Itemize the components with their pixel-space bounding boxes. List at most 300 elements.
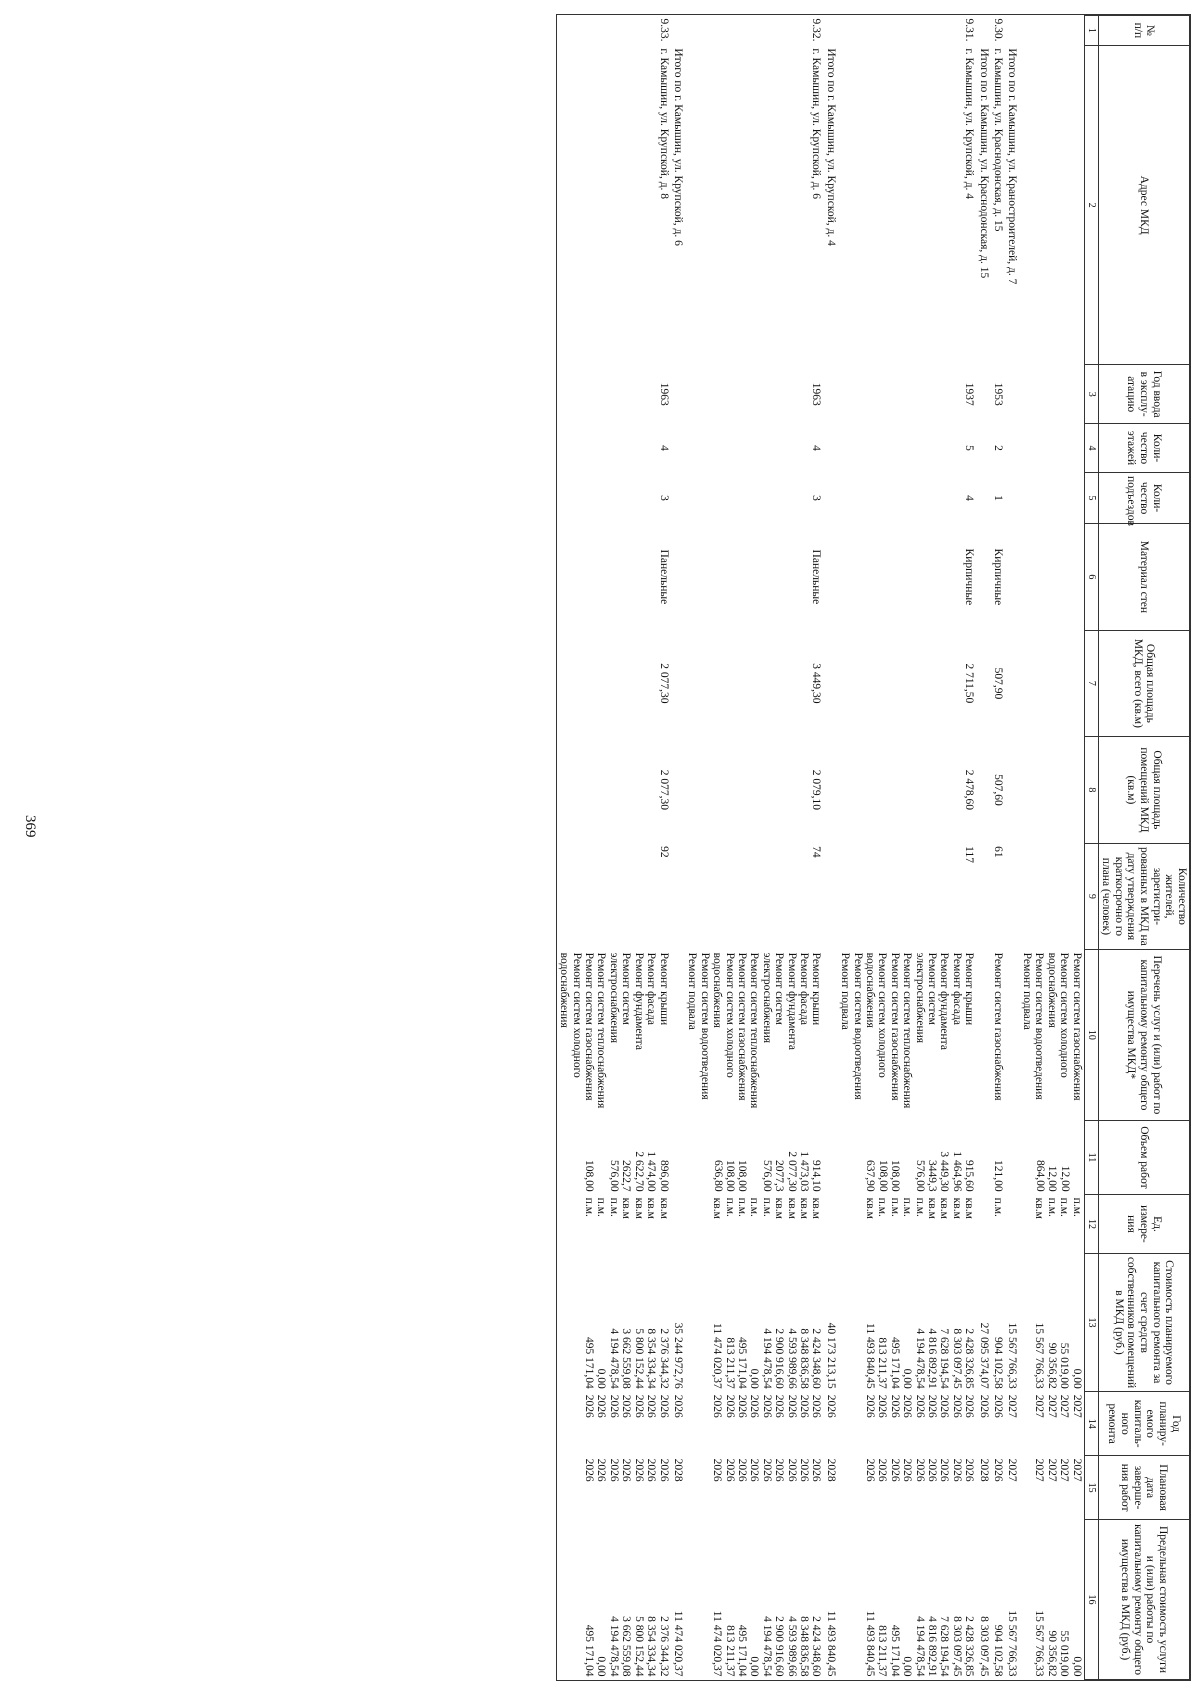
list-item: 576,00: [760, 1160, 773, 1192]
list-item: Ремонт систем электроснабжения: [760, 952, 786, 1044]
list-item: 55 019,00: [1058, 1342, 1071, 1389]
list-item: 11 493 840,45: [864, 1323, 877, 1389]
list-item: 896,00: [657, 1160, 670, 1192]
entrances: 3: [810, 495, 823, 501]
list-item: 813 211,37: [876, 1625, 889, 1677]
list-item: 2026: [607, 1394, 620, 1418]
list-item: п.м.: [1045, 1197, 1058, 1217]
list-item: 0,00: [748, 1368, 761, 1389]
list-item: п.м.: [748, 1197, 761, 1217]
col-number: 2: [1084, 45, 1098, 365]
total-cost: 27 095 374,07: [977, 1322, 990, 1389]
total-row: [671, 16, 685, 1680]
house-num: 9.30.: [992, 18, 1005, 42]
list-item: 2026: [950, 1394, 963, 1418]
list-item: 495 171,04: [583, 1336, 596, 1389]
header-num: № п/п: [1098, 16, 1189, 46]
list-item: 8 303 097,45: [950, 1328, 963, 1389]
list-item: 4 194 478,54: [760, 1616, 773, 1677]
list-item: п.м.: [1058, 1197, 1071, 1217]
list-item: 2026: [797, 1458, 810, 1482]
year-built: 1963: [657, 382, 670, 406]
list-item: 576,00: [913, 1160, 926, 1192]
total-cost: 40 173 213,15: [824, 1322, 837, 1389]
list-item: 0,00: [1070, 1368, 1083, 1389]
total-label: Итого по г. Камышин, ул. Крупской, д. 4: [824, 48, 837, 246]
list-item: п.м.: [1070, 1197, 1083, 1217]
finish-date-list: [1019, 1456, 1084, 1520]
list-item: 108,00: [736, 1160, 749, 1192]
col-number: 9: [1084, 843, 1098, 950]
repair-year-list: [1019, 1392, 1084, 1456]
list-item: 2026: [901, 1458, 914, 1482]
list-item: 2026: [760, 1458, 773, 1482]
list-item: 2026: [864, 1458, 877, 1482]
volume-list: [685, 1120, 823, 1195]
list-item: 2 900 916,60: [773, 1328, 786, 1389]
table-row: [1019, 16, 1084, 1680]
list-item: 8 348 836,58: [797, 1616, 810, 1677]
list-item: Ремонт систем водоотведения: [1033, 952, 1046, 1100]
list-item: п.м.: [735, 1197, 748, 1217]
total-date: 2027: [1006, 1458, 1019, 1482]
list-item: 4 194 478,54: [913, 1328, 926, 1389]
list-item: п.м.: [583, 1197, 596, 1217]
repair-year-list: [557, 1392, 671, 1456]
header-walls: Материал стен: [1098, 524, 1189, 631]
col-number: 5: [1084, 472, 1098, 523]
list-item: 11 493 840,45: [864, 1610, 877, 1677]
list-item: кв.м: [657, 1197, 670, 1219]
floors: 4: [657, 445, 670, 451]
year-built: 1953: [992, 382, 1005, 406]
header-floors: Коли-чество этажей: [1098, 423, 1189, 472]
limit-cost-list: [1019, 1520, 1084, 1680]
list-item: Ремонт систем газоснабжения: [735, 952, 748, 1101]
list-item: 4 593 989,66: [785, 1328, 798, 1389]
table-body: [557, 16, 1084, 1680]
house-row: [557, 16, 671, 1680]
list-item: 2026: [810, 1458, 823, 1482]
header-works: Перечень услуг и (или) работ по капитальному ремонту общего имущества МКД*: [1098, 950, 1189, 1120]
list-item: 121,00: [992, 1160, 1005, 1192]
col-number: 12: [1084, 1195, 1098, 1254]
list-item: 2026: [992, 1458, 1005, 1482]
list-item: 2027: [1045, 1394, 1058, 1418]
wall-material: Кирпичные: [992, 548, 1005, 606]
list-item: 12,00: [1046, 1165, 1059, 1192]
list-item: 2026: [632, 1458, 645, 1482]
list-item: 4 816 892,91: [926, 1616, 939, 1677]
repair-plan-table: [557, 15, 1190, 1680]
list-item: 904 102,58: [992, 1624, 1005, 1677]
list-item: п.м.: [913, 1197, 926, 1217]
total-year: 2027: [1006, 1394, 1019, 1418]
list-item: 2027: [1058, 1458, 1071, 1482]
header-repair-year: Год планиру-емого капиталь-ного ремонта: [1098, 1392, 1189, 1456]
list-item: 4 194 478,54: [760, 1328, 773, 1389]
list-item: п.м.: [888, 1197, 901, 1217]
list-item: 2026: [963, 1394, 976, 1418]
list-item: 636,80: [711, 1160, 724, 1192]
list-item: 12,00: [1058, 1165, 1071, 1192]
list-item: кв.м: [810, 1197, 823, 1219]
header-year-built: Год ввода в эксплу-атацию: [1098, 365, 1189, 424]
total-year: 2026: [977, 1394, 990, 1418]
list-item: 2026: [913, 1394, 926, 1418]
list-item: 0,00: [595, 1656, 608, 1677]
residents: 61: [992, 846, 1005, 858]
wall-material: Панельные: [657, 549, 670, 605]
list-item: п.м.: [607, 1197, 620, 1217]
list-item: п.м.: [723, 1197, 736, 1217]
year-built: 1963: [810, 382, 823, 406]
list-item: 4 593 989,66: [785, 1616, 798, 1677]
header-entrances: Коли-чество подъездов: [1098, 472, 1189, 523]
list-item: Ремонт крыши: [657, 952, 670, 1026]
list-item: Ремонт систем газоснабжения: [888, 952, 901, 1101]
list-item: п.м.: [760, 1197, 773, 1217]
total-row: [823, 16, 837, 1680]
list-item: 2026: [748, 1458, 761, 1482]
cost-list: [685, 1253, 823, 1391]
header-unit: Ед. измере-ния: [1098, 1195, 1189, 1254]
col-number: 4: [1084, 423, 1098, 472]
list-item: 8 303 097,45: [950, 1616, 963, 1677]
list-item: Ремонт крыши: [810, 952, 823, 1026]
repair-year-list: [838, 1392, 976, 1456]
list-item: 2 376 344,32: [657, 1328, 670, 1389]
list-item: 2027: [1045, 1458, 1058, 1482]
list-item: 0,00: [748, 1656, 761, 1677]
total-row: [976, 16, 990, 1680]
list-item: Ремонт систем холодного водоснабжения: [864, 952, 889, 1078]
total-year: 2026: [671, 1394, 684, 1418]
list-item: 4 816 892,91: [926, 1328, 939, 1389]
list-item: Ремонт фундамента: [938, 952, 951, 1050]
residents: 117: [963, 846, 976, 863]
area-rooms: 2 079,10: [810, 769, 823, 811]
total-limit: 8 303 097,45: [977, 1616, 990, 1677]
list-item: кв.м: [1033, 1197, 1046, 1219]
list-item: Ремонт фасада: [797, 952, 810, 1025]
area-rooms: 507,60: [992, 774, 1005, 806]
list-item: кв.м: [963, 1197, 976, 1219]
list-item: 813 211,37: [876, 1337, 889, 1389]
list-item: 11 474 020,37: [711, 1610, 724, 1677]
work-list: [838, 950, 976, 1120]
list-item: Ремонт систем теплоснабжения: [901, 952, 914, 1109]
list-item: 2026: [760, 1394, 773, 1418]
total-label: Итого по г. Камышин, ул. Краностроителей, д. 7: [1006, 48, 1019, 285]
list-item: Ремонт систем теплоснабжения: [595, 952, 608, 1109]
list-item: 1 474,00: [645, 1151, 658, 1192]
work-list: [557, 950, 671, 1120]
list-item: Ремонт систем газоснабжения: [1070, 952, 1083, 1101]
header-row: [1098, 16, 1189, 1680]
list-item: 7 628 194,54: [938, 1616, 951, 1677]
list-item: кв.м: [938, 1197, 951, 1219]
list-item: Ремонт систем газоснабжения: [583, 952, 596, 1101]
area-total: 3 449,30: [810, 663, 823, 704]
list-item: 2026: [657, 1458, 670, 1482]
list-item: 2026: [926, 1458, 939, 1482]
list-item: 2026: [583, 1458, 596, 1482]
list-item: Ремонт систем водоотведения: [698, 952, 711, 1100]
list-item: кв.м: [773, 1197, 786, 1219]
list-item: 576,00: [607, 1160, 620, 1192]
cost-list: [557, 1253, 671, 1391]
list-item: [595, 1123, 607, 1192]
list-item: кв.м: [797, 1197, 810, 1219]
column-number-row: [1084, 16, 1098, 1680]
list-item: Ремонт подвала: [686, 952, 699, 1030]
list-item: 2 077,30: [785, 1151, 798, 1192]
list-item: 2026: [785, 1458, 798, 1482]
list-item: 2026: [645, 1394, 658, 1418]
year-built: 1937: [963, 382, 976, 406]
work-list: [1019, 950, 1084, 1120]
list-item: 108,00: [889, 1160, 902, 1192]
page-number: 369: [22, 815, 38, 838]
header-address: Адрес МКД: [1098, 45, 1189, 365]
list-item: Ремонт фундамента: [785, 952, 798, 1050]
unit-list: [838, 1195, 976, 1254]
list-item: 90 356,82: [1045, 1342, 1058, 1389]
list-item: 2026: [632, 1394, 645, 1418]
list-item: 2027: [1033, 1458, 1046, 1482]
list-item: 2026: [950, 1458, 963, 1482]
list-item: Ремонт систем водоотведения: [851, 952, 864, 1100]
limit-cost-list: [991, 1520, 1005, 1680]
finish-date-list: [685, 1456, 823, 1520]
col-number: 3: [1084, 365, 1098, 424]
list-item: 2 900 916,60: [773, 1616, 786, 1677]
total-limit: 11 493 840,45: [824, 1610, 837, 1677]
header-finish-date: Плановая дата заверше-ния работ: [1098, 1456, 1189, 1520]
list-item: [901, 1123, 913, 1192]
house-row: [685, 16, 823, 1680]
house-address: г. Камышин, ул. Крупской, д. 6: [810, 48, 823, 200]
list-item: 2026: [595, 1394, 608, 1418]
list-item: 2026: [785, 1394, 798, 1418]
list-item: 2077,3: [773, 1160, 786, 1192]
list-item: 5 800 152,44: [632, 1616, 645, 1677]
finish-date-list: [991, 1456, 1005, 1520]
list-item: 2026: [773, 1458, 786, 1482]
list-item: 2026: [913, 1458, 926, 1482]
list-item: 2026: [926, 1394, 939, 1418]
header-residents: Количество жителей, зарегистри-рованных в МКД на дату утверждения краткосрочно го плана (человек): [1098, 843, 1189, 950]
list-item: кв.м: [645, 1197, 658, 1219]
col-number: 6: [1084, 524, 1098, 631]
col-number: 11: [1084, 1120, 1098, 1195]
list-item: 2026: [645, 1458, 658, 1482]
col-number: 14: [1084, 1392, 1098, 1456]
list-item: 2026: [888, 1394, 901, 1418]
list-item: 495 171,04: [583, 1624, 596, 1677]
total-year: 2026: [824, 1394, 837, 1418]
list-item: Ремонт фундамента: [632, 952, 645, 1050]
list-item: 108,00: [876, 1160, 889, 1192]
list-item: 3 662 559,08: [620, 1328, 633, 1389]
volume-list: [1019, 1120, 1084, 1195]
list-item: Ремонт систем электроснабжения: [913, 952, 939, 1044]
list-item: 813 211,37: [723, 1337, 736, 1389]
list-item: 2027: [1033, 1394, 1046, 1418]
list-item: 2026: [583, 1394, 596, 1418]
col-number: 16: [1084, 1520, 1098, 1680]
list-item: 108,00: [723, 1160, 736, 1192]
list-item: 2026: [938, 1394, 951, 1418]
list-item: 2026: [901, 1394, 914, 1418]
list-item: 914,10: [810, 1160, 823, 1192]
list-item: 4 194 478,54: [607, 1328, 620, 1389]
list-item: 2026: [810, 1394, 823, 1418]
list-item: 2026: [888, 1458, 901, 1482]
entrances: 4: [963, 495, 976, 501]
repair-year-list: [991, 1392, 1005, 1456]
list-item: 7 628 194,54: [938, 1328, 951, 1389]
list-item: 2027: [1070, 1394, 1083, 1418]
list-item: кв.м: [632, 1197, 645, 1219]
list-item: кв.м: [711, 1197, 724, 1219]
list-item: 2026: [864, 1394, 877, 1418]
header-limit-cost: Предельная стоимость услуги и (или) работы по капитальному ремонту общего имущества в МКД (руб.): [1098, 1520, 1189, 1680]
list-item: Ремонт систем газоснабжения: [992, 952, 1005, 1101]
list-item: Ремонт фасада: [645, 952, 658, 1025]
entrances: 3: [657, 495, 670, 501]
list-item: 2622,7: [620, 1160, 633, 1192]
list-item: 2026: [723, 1394, 736, 1418]
list-item: 495 171,04: [888, 1336, 901, 1389]
list-item: 2026: [938, 1458, 951, 1482]
cost-list: [991, 1253, 1005, 1391]
total-limit: 11 474 020,37: [671, 1610, 684, 1677]
wall-material: Кирпичные: [963, 548, 976, 606]
list-item: кв.м: [864, 1197, 877, 1219]
list-item: кв.м: [926, 1197, 939, 1219]
residents: 92: [657, 846, 670, 858]
work-list: [685, 950, 823, 1120]
house-address: г. Камышин, ул. Крупской, д. 4: [963, 48, 976, 200]
finish-date-list: [838, 1456, 976, 1520]
total-label: Итого по г. Камышин, ул. Краснодонская, д. 15: [977, 48, 990, 279]
unit-list: [991, 1195, 1005, 1254]
list-item: 2026: [607, 1458, 620, 1482]
list-item: 2027: [1058, 1394, 1071, 1418]
col-number: 1: [1084, 16, 1098, 46]
header-area-total: Общая площадь МКД, всего (кв.м): [1098, 630, 1189, 737]
list-item: 495 171,04: [735, 1336, 748, 1389]
house-num: 9.32.: [810, 18, 823, 42]
list-item: Ремонт крыши: [963, 952, 976, 1026]
list-item: Ремонт систем холодного водоснабжения: [711, 952, 736, 1078]
area-rooms: 2 077,30: [657, 769, 670, 811]
work-list: [991, 950, 1005, 1120]
list-item: 2026: [992, 1394, 1005, 1418]
list-item: Ремонт систем теплоснабжения: [748, 952, 761, 1109]
house-row: [991, 16, 1005, 1680]
list-item: 2 424 348,60: [810, 1616, 823, 1677]
list-item: 0,00: [901, 1656, 914, 1677]
list-item: 2026: [595, 1458, 608, 1482]
limit-cost-list: [557, 1520, 671, 1680]
cost-list: [1019, 1253, 1084, 1391]
list-item: 2 424 348,60: [810, 1328, 823, 1389]
volume-list: [557, 1120, 671, 1195]
limit-cost-list: [685, 1520, 823, 1680]
limit-cost-list: [838, 1520, 976, 1680]
total-date: 2028: [671, 1458, 684, 1482]
header-volume: Объем работ: [1098, 1120, 1189, 1195]
list-item: 904 102,58: [992, 1336, 1005, 1389]
list-item: 3 662 559,08: [620, 1616, 633, 1677]
list-item: 2026: [657, 1394, 670, 1418]
area-total: 507,90: [992, 667, 1005, 700]
list-item: 2 428 326,85: [963, 1616, 976, 1677]
list-item: [1071, 1123, 1083, 1192]
col-number: 7: [1084, 630, 1098, 737]
col-number: 8: [1084, 737, 1098, 844]
total-cost: 15 567 766,33: [1006, 1322, 1019, 1389]
list-item: 2 376 344,32: [657, 1616, 670, 1677]
list-item: 2026: [735, 1394, 748, 1418]
total-limit: 15 567 766,33: [1006, 1610, 1019, 1677]
list-item: 2 622,70: [632, 1151, 645, 1192]
list-item: 2026: [711, 1458, 724, 1482]
list-item: Ремонт систем холодного водоснабжения: [1045, 952, 1071, 1078]
list-item: 4 194 478,54: [913, 1616, 926, 1677]
list-item: 5 800 152,44: [632, 1328, 645, 1389]
list-item: 4 194 478,54: [607, 1616, 620, 1677]
list-item: 813 211,37: [723, 1625, 736, 1677]
list-item: 3 449,30: [938, 1151, 951, 1192]
list-item: п.м.: [876, 1197, 889, 1217]
house-row: [838, 16, 976, 1680]
list-item: 2026: [748, 1394, 761, 1418]
total-cost: 35 244 972,76: [671, 1322, 684, 1389]
house-num: 9.33.: [657, 18, 670, 42]
unit-list: [557, 1195, 671, 1254]
unit-list: [1019, 1195, 1084, 1254]
wall-material: Панельные: [810, 549, 823, 605]
list-item: 0,00: [595, 1368, 608, 1389]
list-item: 15 567 766,33: [1033, 1610, 1046, 1677]
list-item: 2026: [620, 1394, 633, 1418]
area-total: 2 711,50: [963, 663, 976, 704]
list-item: Ремонт подвала: [839, 952, 852, 1030]
list-item: 90 356,82: [1045, 1630, 1058, 1677]
total-label: Итого по г. Камышин, ул. Крупской, д. 6: [671, 48, 684, 246]
list-item: 8 348 836,58: [797, 1328, 810, 1389]
list-item: 2026: [876, 1394, 889, 1418]
list-item: Ремонт систем электроснабжения: [607, 952, 633, 1044]
list-item: 108,00: [583, 1160, 596, 1192]
list-item: 915,60: [963, 1160, 976, 1192]
volume-list: [991, 1120, 1005, 1195]
cost-list: [838, 1253, 976, 1391]
list-item: 1 473,03: [797, 1151, 810, 1192]
total-date: 2028: [977, 1458, 990, 1482]
floors: 5: [963, 445, 976, 451]
list-item: п.м.: [595, 1197, 608, 1217]
list-item: 864,00: [1033, 1160, 1046, 1192]
header-area-rooms: Общая площадь помещений МКД (кв.м): [1098, 737, 1189, 844]
repair-year-list: [685, 1392, 823, 1456]
total-row: [1005, 16, 1019, 1680]
unit-list: [685, 1195, 823, 1254]
